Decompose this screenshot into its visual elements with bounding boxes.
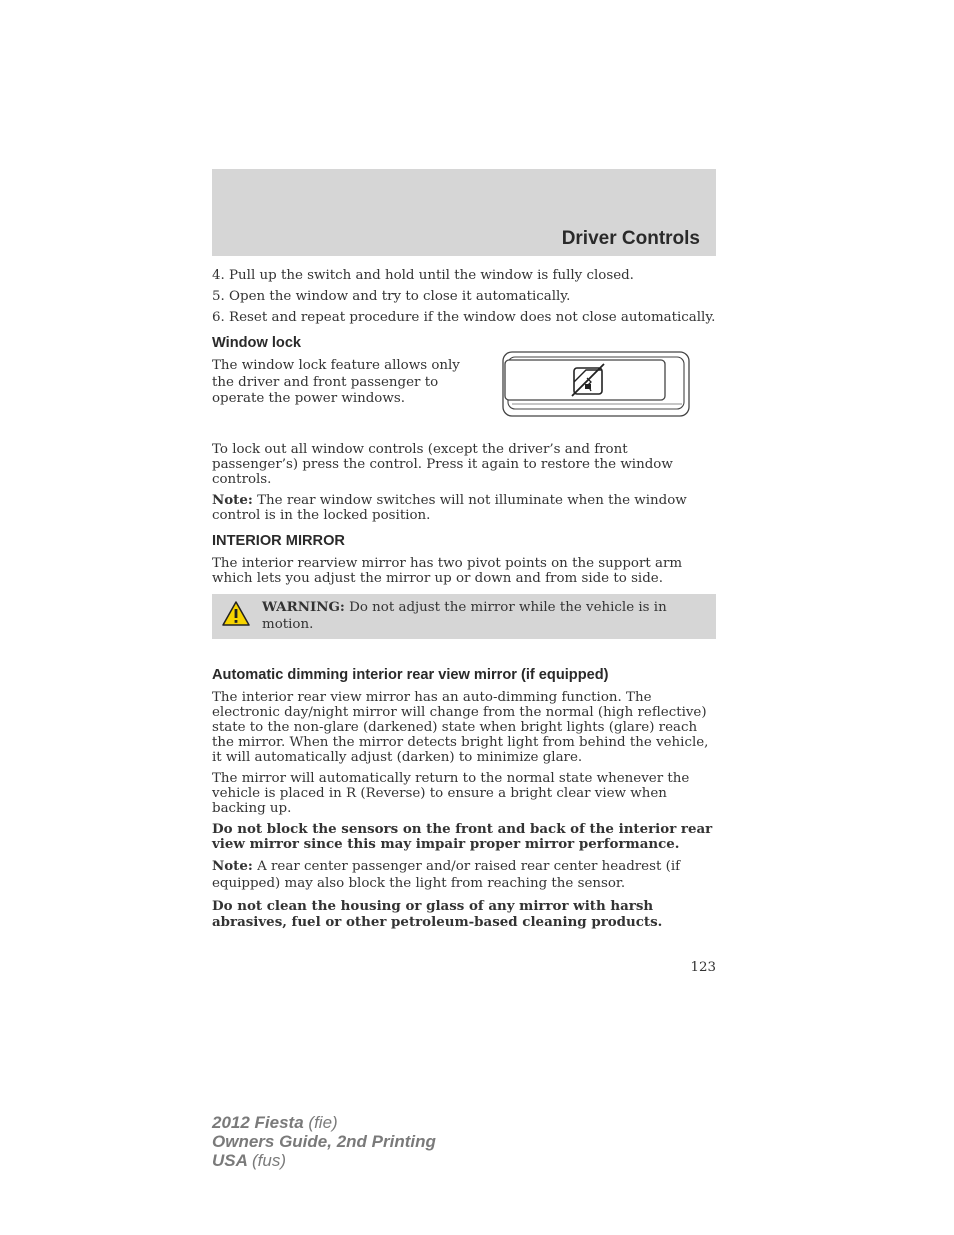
step-5: 5. Open the window and try to close it automatically. bbox=[212, 289, 571, 304]
warning-message: Do not adjust the mirror while the vehicle is in motion. bbox=[262, 600, 667, 632]
interior-mirror-body: The interior rearview mirror has two pivot points on the support arm which lets you adjust the mirror up or down and from side to side. bbox=[212, 556, 683, 586]
window-lock-body: To lock out all window controls (except the driver’s and front passenger’s) press the control. Press it again to restore the window controls. bbox=[212, 442, 673, 487]
footer-line-1 bbox=[212, 1113, 436, 1132]
auto-dimming-caution-2: Do not clean the housing or glass of any mirror with harsh abrasives, fuel or other petroleum-based cleaning products. bbox=[212, 898, 663, 930]
footer-market: USA bbox=[212, 1151, 248, 1170]
step-4: 4. Pull up the switch and hold until the window is fully closed. bbox=[212, 268, 634, 283]
footer-line-3 bbox=[212, 1151, 436, 1170]
window-lock-note bbox=[212, 493, 716, 523]
footer-line-2: Owners Guide, 2nd Printing bbox=[212, 1132, 436, 1151]
footer-model-code: (fie) bbox=[308, 1113, 338, 1132]
page-number: 123 bbox=[690, 960, 716, 975]
warning-label: WARNING: bbox=[262, 599, 345, 615]
footer-market-code: (fus) bbox=[252, 1151, 286, 1170]
window-lock-intro: The window lock feature allows only the driver and front passenger to operate the power windows. bbox=[212, 358, 460, 406]
page-content bbox=[212, 268, 716, 936]
document-footer bbox=[212, 1113, 436, 1170]
warning-triangle-icon bbox=[222, 601, 250, 632]
section-header-band bbox=[212, 169, 716, 256]
note-text: The rear window switches will not illuminate when the window control is in the locked position. bbox=[212, 493, 687, 523]
note-label: Note: bbox=[212, 858, 253, 874]
auto-dimming-p1: The interior rear view mirror has an auto-dimming function. The electronic day/night mirror will change from the normal (high reflective) state to the non-glare (darkened) state when bright lights (glare) reach the mirror. When the mirror detects bright light from behind the vehicle, it will automatically adjust (darken) to minimize glare. bbox=[212, 690, 709, 765]
footer-model: 2012 Fiesta bbox=[212, 1113, 304, 1132]
auto-dimming-p2: The mirror will automatically return to the normal state whenever the vehicle is placed in R (Reverse) to ensure a bright clear view when backing up. bbox=[212, 771, 690, 816]
auto-dimming-note bbox=[212, 858, 716, 892]
window-lock-heading: Window lock bbox=[212, 335, 302, 351]
window-lock-row bbox=[212, 358, 716, 442]
interior-mirror-heading: INTERIOR MIRROR bbox=[212, 533, 345, 549]
note-text: A rear center passenger and/or raised rear center headrest (if equipped) may also block the light from reaching the sensor. bbox=[212, 859, 681, 891]
warning-box bbox=[212, 594, 716, 639]
note-label: Note: bbox=[212, 492, 253, 508]
section-title: Driver Controls bbox=[561, 228, 700, 249]
step-6: 6. Reset and repeat procedure if the window does not close automatically. bbox=[212, 310, 716, 325]
auto-dimming-heading: Automatic dimming interior rear view mirror (if equipped) bbox=[212, 667, 609, 683]
warning-text bbox=[262, 599, 706, 633]
window-lock-switch-icon bbox=[502, 351, 692, 424]
auto-dimming-caution-1: Do not block the sensors on the front and back of the interior rear view mirror since this may impair proper mirror performance. bbox=[212, 821, 713, 852]
